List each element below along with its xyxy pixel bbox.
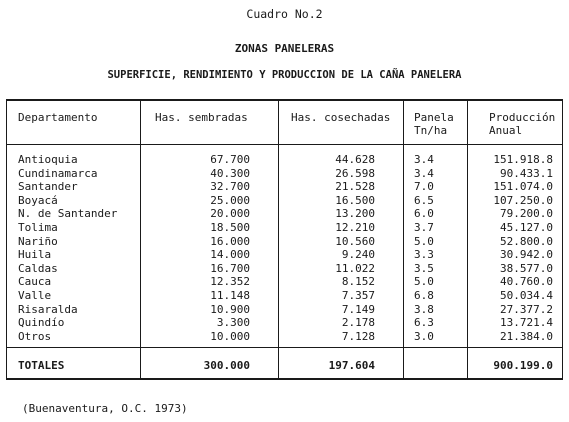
- table-cell: 3.3: [414, 248, 434, 262]
- header-divider: [6, 144, 563, 145]
- table-cell: 20.000: [210, 207, 250, 221]
- table-cell: Caldas: [18, 261, 58, 275]
- table-cell: 79.200.0: [500, 207, 553, 221]
- table-title: ZONAS PANELERAS: [234, 42, 335, 55]
- table-cell: 26.598: [335, 166, 375, 180]
- table-right-border: [562, 99, 563, 380]
- table-cell: Antioquia: [18, 153, 78, 166]
- table-cell: 5.0: [414, 275, 434, 289]
- column-divider: [403, 99, 404, 380]
- table-cell: 90.433.1: [500, 166, 553, 180]
- table-cell: 45.127.0: [500, 220, 553, 234]
- table-cell: 44.628: [335, 153, 375, 166]
- table-cell: 6.0: [414, 207, 434, 221]
- table-cell: Tolima: [18, 220, 58, 234]
- table-cell: 16.000: [210, 234, 250, 248]
- column-produccion: [470, 153, 553, 343]
- table-cell: 9.240: [341, 248, 375, 262]
- table-cell: 40.760.0: [500, 275, 553, 289]
- table-cell: 10.560: [335, 234, 375, 248]
- table-cell: 21.384.0: [500, 329, 553, 343]
- table-cell: 18.500: [210, 220, 250, 234]
- table-cell: 7.357: [341, 288, 375, 302]
- table-cell: 3.5: [414, 261, 434, 275]
- table-cell: 11.148: [210, 288, 250, 302]
- table-cell: 3.0: [414, 329, 434, 343]
- table-cell: 7.0: [414, 180, 434, 194]
- table-cell: 27.377.2: [500, 302, 553, 316]
- table-cell: 12.210: [335, 220, 375, 234]
- totals-divider: [6, 347, 563, 348]
- column-divider: [140, 99, 141, 380]
- table-cell: 3.8: [414, 302, 434, 316]
- totals-has-sembradas: 300.000: [203, 359, 250, 372]
- table-cell: 13.200: [335, 207, 375, 221]
- table-cell: 13.721.4: [500, 316, 553, 330]
- table-cell: 16.700: [210, 261, 250, 275]
- table-cell: 2.178: [341, 316, 375, 330]
- column-divider: [467, 99, 468, 380]
- table-bottom-border: [6, 378, 563, 380]
- table-top-border: [6, 99, 563, 101]
- header-panela: Panela: [414, 111, 454, 124]
- table-cell: Otros: [18, 329, 52, 343]
- header-produccion-anual: Anual: [489, 124, 523, 137]
- table-cell: N. de Santander: [18, 207, 118, 221]
- table-caption: Cuadro No.2: [246, 7, 323, 21]
- table-cell: Santander: [18, 180, 78, 194]
- table-cell: 5.0: [414, 234, 434, 248]
- table-cell: 107.250.0: [493, 193, 553, 207]
- table-cell: 3.4: [414, 153, 434, 166]
- table-cell: 7.128: [341, 329, 375, 343]
- totals-produccion: 900.199.0: [493, 359, 553, 372]
- table-cell: 7.149: [341, 302, 375, 316]
- table-cell: 3.7: [414, 220, 434, 234]
- table-cell: Cauca: [18, 275, 52, 289]
- table-cell: 50.034.4: [500, 288, 553, 302]
- table-cell: Quindío: [18, 316, 65, 330]
- table-cell: 10.900: [210, 302, 250, 316]
- table-cell: 67.700: [210, 153, 250, 166]
- table-cell: Cundinamarca: [18, 166, 98, 180]
- table-left-border: [6, 99, 7, 380]
- table-cell: 16.500: [335, 193, 375, 207]
- table-cell: 11.022: [335, 261, 375, 275]
- table-cell: Huila: [18, 248, 52, 262]
- column-departamento: [18, 153, 117, 343]
- table-cell: 151.918.8: [493, 153, 553, 166]
- table-cell: 25.000: [210, 193, 250, 207]
- table-cell: 52.800.0: [500, 234, 553, 248]
- table-subtitle: SUPERFICIE, RENDIMIENTO Y PRODUCCION DE LA CAÑA PANELERA: [107, 69, 462, 81]
- table-cell: 14.000: [210, 248, 250, 262]
- table-cell: 6.3: [414, 316, 434, 330]
- table-cell: Boyacá: [18, 193, 58, 207]
- table-cell: 6.8: [414, 288, 434, 302]
- header-produccion: Producción: [489, 111, 556, 124]
- header-departamento: Departamento: [18, 111, 98, 124]
- totals-has-cosechadas: 197.604: [328, 359, 375, 372]
- header-panela-unit: Tn/ha: [414, 124, 448, 137]
- table-cell: Nariño: [18, 234, 58, 248]
- table-cell: 38.577.0: [500, 261, 553, 275]
- table-cell: 32.700: [210, 180, 250, 194]
- totals-label: TOTALES: [18, 359, 65, 372]
- column-divider: [278, 99, 279, 380]
- table-cell: Risaralda: [18, 302, 78, 316]
- table-cell: 30.942.0: [500, 248, 553, 262]
- column-has-sembradas: [150, 153, 250, 343]
- column-panela: [414, 153, 434, 343]
- table-cell: 40.300: [210, 166, 250, 180]
- table-cell: 10.000: [210, 329, 250, 343]
- header-has-cosechadas: Has. cosechadas: [291, 111, 391, 124]
- table-cell: 3.4: [414, 166, 434, 180]
- table-cell: 8.152: [341, 275, 375, 289]
- table-cell: 6.5: [414, 193, 434, 207]
- table-cell: 12.352: [210, 275, 250, 289]
- source-citation: (Buenaventura, O.C. 1973): [22, 402, 188, 415]
- column-has-cosechadas: [280, 153, 375, 343]
- header-has-sembradas: Has. sembradas: [155, 111, 248, 124]
- table-cell: 151.074.0: [493, 180, 553, 194]
- table-cell: 21.528: [335, 180, 375, 194]
- table-cell: 3.300: [216, 316, 250, 330]
- table-cell: Valle: [18, 288, 52, 302]
